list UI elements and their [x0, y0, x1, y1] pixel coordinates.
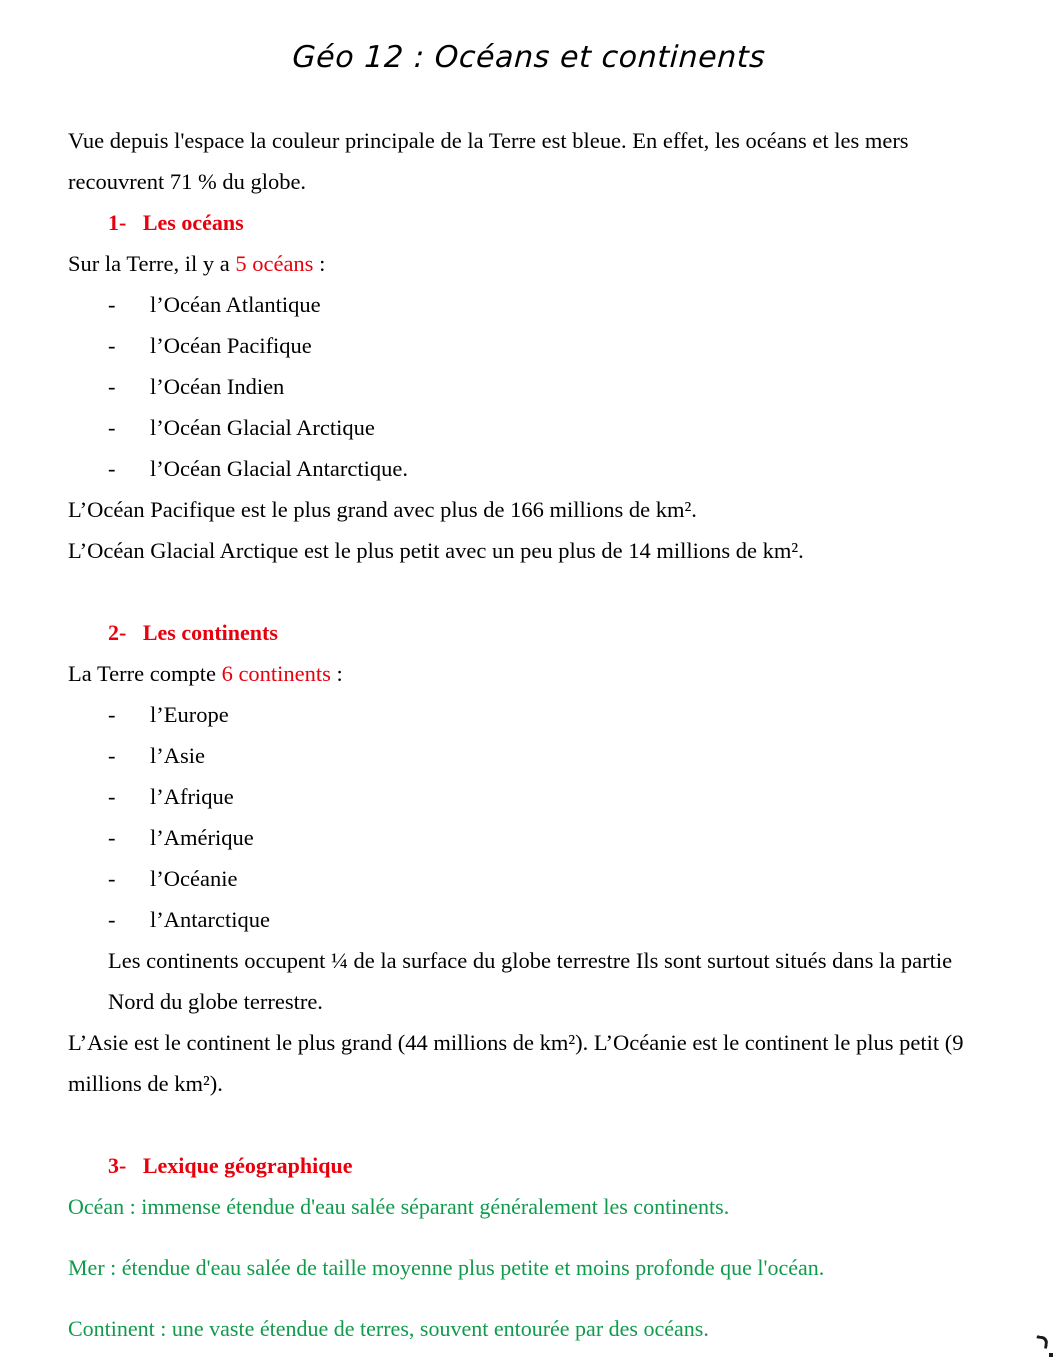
continents-lead — [68, 653, 998, 694]
continents-lead-before: La Terre compte — [68, 661, 222, 686]
list-item-label: l’Océan Pacifique — [150, 333, 312, 358]
document-body — [0, 120, 1060, 1349]
continents-count-highlight: 6 continents — [221, 661, 331, 686]
dash-marker-icon: - — [108, 866, 116, 891]
lexicon-entry-mer: Mer : étendue d'eau salée de taille moyenne plus petite et moins profonde que l'océan. — [68, 1255, 825, 1280]
dash-marker-icon: - — [108, 456, 116, 481]
continents-lead-after: : — [330, 661, 343, 686]
dash-marker-icon: - — [108, 292, 116, 317]
dash-marker-icon: - — [108, 907, 116, 932]
list-item — [108, 735, 998, 776]
dash-marker-icon: - — [108, 374, 116, 399]
section-heading-continents — [68, 612, 998, 653]
list-item-label: l’Océan Glacial Arctique — [150, 415, 375, 440]
section-number-3: 3- — [108, 1153, 127, 1178]
list-item — [108, 817, 998, 858]
oceans-lead — [68, 243, 998, 284]
section-title-3: Lexique géographique — [142, 1153, 353, 1178]
dash-marker-icon: - — [108, 784, 116, 809]
list-item-label: l’Asie — [150, 743, 205, 768]
list-item-label: l’Océan Atlantique — [150, 292, 321, 317]
scan-artifact-dot — [1049, 1353, 1053, 1357]
section-number-2: 2- — [108, 620, 127, 645]
lexicon-gap — [68, 1227, 998, 1247]
list-item-label: l’Afrique — [150, 784, 234, 809]
list-item-label: l’Amérique — [150, 825, 254, 850]
list-item — [108, 284, 998, 325]
oceans-lead-after: : — [313, 251, 326, 276]
section-gap — [68, 1104, 998, 1145]
dash-marker-icon: - — [108, 333, 116, 358]
dash-marker-icon: - — [108, 825, 116, 850]
list-item — [108, 366, 998, 407]
list-item — [108, 448, 998, 489]
continents-sizes-note: L’Asie est le continent le plus grand (44 millions de km²). L’Océanie est le continent le plus petit (9 millions de km²). — [68, 1030, 964, 1096]
list-item-label: l’Antarctique — [150, 907, 270, 932]
oceans-list — [68, 284, 998, 489]
section-title-1: Les océans — [142, 210, 244, 235]
dash-marker-icon: - — [108, 743, 116, 768]
section-heading-lexicon — [68, 1145, 998, 1186]
dash-marker-icon: - — [108, 415, 116, 440]
list-item-label: l’Océan Glacial Antarctique. — [150, 456, 409, 481]
section-number-1: 1- — [108, 210, 127, 235]
list-item-label: l’Océanie — [150, 866, 238, 891]
intro-paragraph: Vue depuis l'espace la couleur principale de la Terre est bleue. En effet, les océans et les mers recouvrent 71 % du globe. — [68, 128, 909, 194]
list-item — [108, 325, 998, 366]
oceans-count-highlight: 5 océans — [235, 251, 314, 276]
oceans-largest-note: L’Océan Pacifique est le plus grand avec plus de 166 millions de km². — [68, 497, 697, 522]
list-item — [108, 899, 998, 940]
section-heading-oceans — [68, 202, 998, 243]
section-title-2: Les continents — [142, 620, 278, 645]
continents-list — [68, 694, 998, 940]
dash-marker-icon: - — [108, 702, 116, 727]
list-item — [108, 858, 998, 899]
page-title: Géo 12 : Océans et continents — [291, 40, 767, 75]
list-item — [108, 407, 998, 448]
list-item — [108, 694, 998, 735]
section-gap — [68, 571, 998, 612]
lexicon-entry-continent: Continent : une vaste étendue de terres, souvent entourée par des océans. — [68, 1316, 709, 1341]
oceans-lead-before: Sur la Terre, il y a — [68, 251, 236, 276]
lexicon-gap — [68, 1288, 998, 1308]
list-item-label: l’Océan Indien — [150, 374, 285, 399]
list-item — [108, 776, 998, 817]
list-item-label: l’Europe — [150, 702, 229, 727]
lexicon-entry-ocean: Océan : immense étendue d'eau salée séparant généralement les continents. — [68, 1194, 730, 1219]
continents-surface-note: Les continents occupent ¼ de la surface du globe terrestre Ils sont surtout situés dans la partie Nord du globe terrestre. — [108, 948, 953, 1014]
oceans-smallest-note: L’Océan Glacial Arctique est le plus petit avec un peu plus de 14 millions de km². — [68, 538, 804, 563]
